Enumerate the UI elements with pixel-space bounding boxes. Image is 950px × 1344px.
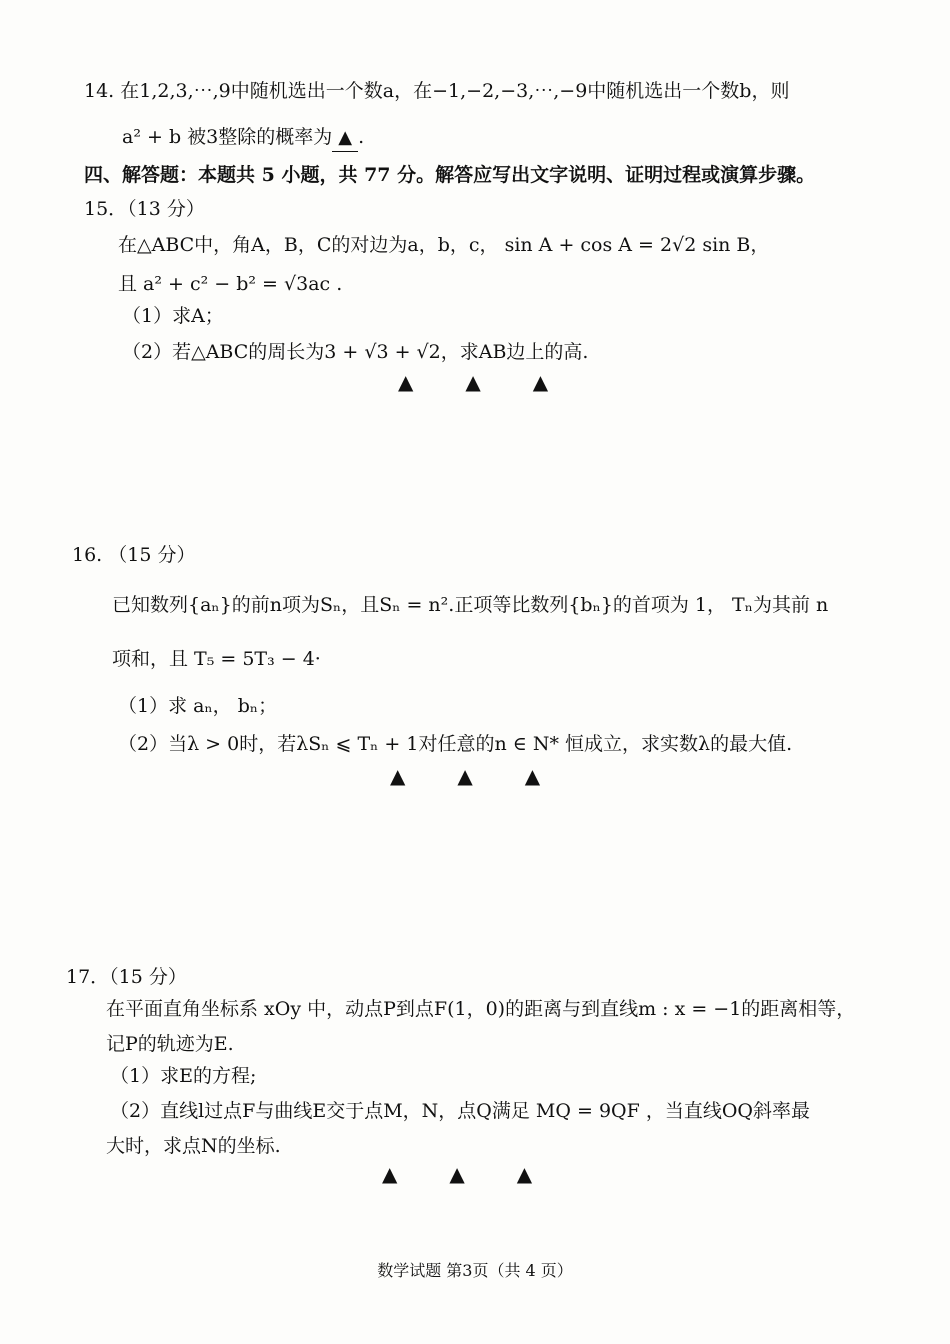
- triangle-mark-icon: ▲: [516, 1162, 533, 1186]
- q15-header: 15．（13 分）: [84, 198, 205, 220]
- triangle-mark-icon: ▲: [524, 764, 541, 788]
- triangle-mark-icon: ▲: [390, 764, 406, 788]
- triangle-mark-icon: ▲: [398, 370, 414, 394]
- q14-line2: [122, 124, 364, 152]
- q17-header: 17．（15 分）: [66, 966, 187, 988]
- q16-header: 16. （15 分）: [72, 544, 196, 566]
- triangle-mark-icon: ▲: [532, 370, 549, 394]
- q14-line2-text: a² + b 被3整除的概率为: [122, 126, 333, 148]
- answer-blank: [332, 124, 358, 152]
- q15-part1: （1）求A；: [122, 305, 224, 327]
- q15-line1: 在△ABC中，角A，B，C的对边为a，b，c， sin A + cos A = 2√2 sin B，: [118, 234, 770, 256]
- q14-line2-end: .: [358, 126, 365, 148]
- q15-line2: 且 a² + c² − b² = √3ac .: [118, 273, 343, 295]
- q15-part2: （2）若△ABC的周长为3 + √3 + √2，求AB边上的高.: [122, 341, 589, 363]
- triangle-mark-icon: ▲: [457, 764, 473, 788]
- page-footer: 数学试题 第3页（共 4 页）: [377, 1261, 573, 1280]
- q16-line1: 已知数列{aₙ}的前n项为Sₙ，且Sₙ = n².正项等比数列{bₙ}的首项为 1， Tₙ为其前 n: [112, 594, 829, 616]
- q16-part1: （1）求 aₙ， bₙ；: [118, 695, 278, 717]
- q17-line1: 在平面直角坐标系 xOy 中，动点P到点F(1，0)的距离与到直线m : x = −1的距离相等，: [106, 998, 856, 1020]
- section-heading: 四、解答题：本题共 5 小题，共 77 分。解答应写出文字说明、证明过程或演算步骤。: [84, 164, 816, 186]
- q17-line2: 记P的轨迹为E.: [106, 1033, 234, 1055]
- q16-line2: 项和，且 T₅ = 5T₃ − 4·: [112, 648, 321, 670]
- triangle-mark-icon: ▲: [338, 127, 353, 148]
- q17-part2b: 大时，求点N的坐标.: [106, 1135, 281, 1157]
- q17-part1: （1）求E的方程;: [110, 1065, 257, 1087]
- q15-marks: [398, 370, 600, 394]
- q17-marks: [382, 1162, 584, 1186]
- triangle-mark-icon: ▲: [382, 1162, 398, 1186]
- q16-part2: （2）当λ > 0时，若λSₙ ⩽ Tₙ + 1对任意的n ∈ N* 恒成立，求实数λ的最大值.: [118, 733, 793, 755]
- q14-line1: 14. 在1,2,3,⋯,9中随机选出一个数a，在−1,−2,−3,⋯,−9中随机选出一个数b，则: [84, 80, 790, 102]
- triangle-mark-icon: ▲: [465, 370, 481, 394]
- triangle-mark-icon: ▲: [449, 1162, 465, 1186]
- q16-marks: [390, 764, 592, 788]
- q17-part2a: （2）直线l过点F与曲线E交于点M，N，点Q满足 MQ = 9QF ，当直线OQ斜率最: [110, 1100, 810, 1122]
